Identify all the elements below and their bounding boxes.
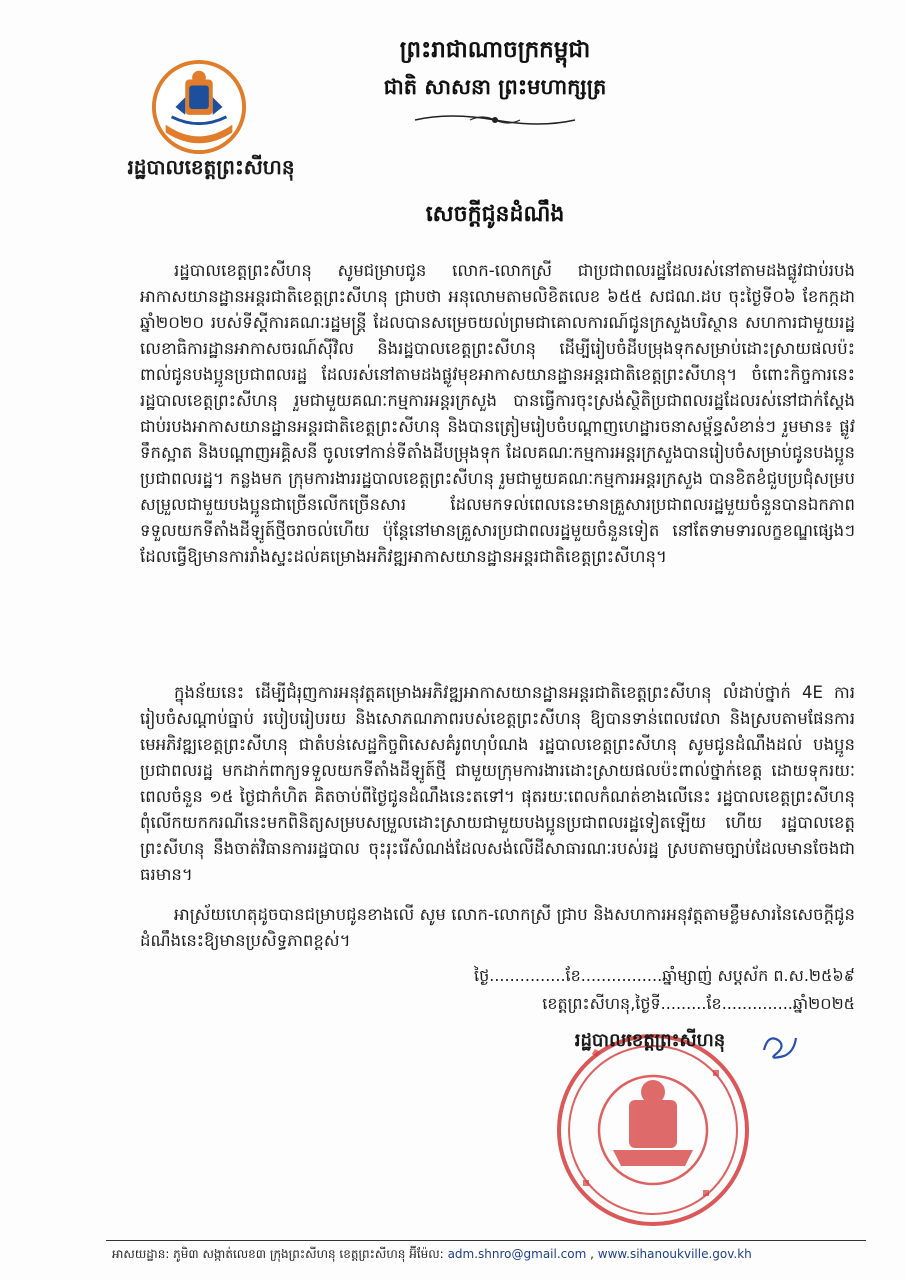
footer-email[interactable]: adm.shnro@gmail.com — [447, 1247, 587, 1261]
issuing-organization: រដ្ឋបាលខេត្តព្រះសីហនុ — [127, 155, 295, 179]
footer-divider — [106, 1240, 866, 1241]
signatory-name: រដ្ឋបាលខេត្តព្រះសីហនុ — [574, 1030, 726, 1051]
handwritten-signature-icon — [760, 1030, 800, 1064]
footer-website[interactable]: www.sihanoukville.gov.kh — [597, 1247, 752, 1261]
body-paragraph-1: រដ្ឋបាលខេត្តព្រះសីហនុ សូមជម្រាបជូន លោក-លោកស្រី ជាប្រជាពលរដ្ឋដែលរស់នៅតាមដងផ្លូវជាប់របងអាកាសយានដ្ឋានអន្តរជាតិខេត្តព្រះសីហនុ ជ្រាបថា អនុលោមតាមលិខិតលេខ ៦៥៥ សជណ.ដប ចុះថ្ងៃទី០៦ ខែកក្កដា ឆ្នាំ២០២០ របស់ទីស្តីការគណៈរដ្ឋមន្ត្រី ដែលបានសម្រេចយល់ព្រមជាគោលការណ៍ជូនក្រសួងបរិស្ថាន សហការជាមួយរដ្ឋលេខាធិការដ្ឋានអាកាសចរណ៍ស៊ីវិល និងរដ្ឋបាលខេត្តព្រះសីហនុ ដើម្បីរៀបចំដីបម្រុងទុកសម្រាប់ដោះស្រាយផលប៉ះពាល់ជូនបងប្អូនប្រជាពលរដ្ឋ ដែលរស់នៅតាមដងផ្លូវមុខអាកាសយានដ្ឋានអន្តរជាតិខេត្តព្រះសីហនុ។ ចំពោះកិច្ចការនេះ រដ្ឋបាលខេត្តព្រះសីហនុ រួមជាមួយគណៈកម្មការអន្តរក្រសួង បានធ្វើការចុះស្រង់ស្ថិតិប្រជាពលរដ្ឋដែលរស់នៅជាក់ស្តែងជាប់របងអាកាសយានដ្ឋានអន្តរជាតិខេត្តព្រះសីហនុ និងបានត្រៀមរៀបចំបណ្តាញហេដ្ឋារចនាសម្ព័ន្ធសំខាន់ៗ រួមមាន៖ ផ្លូវ ទឹកស្អាត និងបណ្តាញអគ្គិសនី ចូលទៅកាន់ទីតាំងដីបម្រុងទុក ដែលគណៈកម្មការអន្តរក្រសួងបានរៀបចំសម្រាប់ជូនបងប្អូនប្រជាពលរដ្ឋ។ កន្លងមក ក្រុមការងាររដ្ឋបាលខេត្តព្រះសីហនុ រួមជាមួយគណៈកម្មការអន្តរក្រសួង បានខិតខំជួបប្រជុំសម្របសម្រួលជាមួយបងប្អូនជាច្រើនលើកច្រើនសារ ដែលមកទល់ពេលនេះមានគ្រួសារប្រជាពលរដ្ឋមួយចំនួនបានឯកភាពទទួលយកទីតាំងដីឡូត៍ថ្មីចរាចល់ហើយ ប៉ុន្តែនៅមានគ្រួសារប្រជាពលរដ្ឋមួយចំនួនទៀត នៅតែទាមទារលក្ខខណ្ឌផ្សេងៗ ដែលធ្វើឱ្យមានការរាំងស្ទះដល់គម្រោងអភិវឌ្ឍអាកាសយានដ្ឋានអន្តរជាតិខេត្តព្រះសីហនុ។ — [140, 261, 855, 566]
footer-contact — [112, 1246, 872, 1264]
province-emblem-icon — [150, 58, 248, 156]
body-paragraph-3: អាស្រ័យហេតុដូចបានជម្រាបជូនខាងលើ សូម លោក-លោកស្រី ជ្រាប និងសហការអនុវត្តតាមខ្លឹមសារនៃសេចក្តីជូនដំណឹងនេះឱ្យមានប្រសិទ្ធភាពខ្ពស់។ — [140, 905, 855, 950]
lunar-date-line: ថ្ងៃ...............ខែ................ឆ្នាំម្សាញ់ សប្តស័ក ព.ស.២៥៦៩ — [474, 966, 855, 985]
solar-date-line: ខេត្តព្រះសីហនុ,ថ្ងៃទី.........ខែ..............ឆ្នាំ២០២៥ — [542, 994, 855, 1013]
national-motto: ជាតិ សាសនា ព្រះមហាក្សត្រ — [383, 74, 607, 99]
ornament-divider-icon — [410, 110, 580, 130]
document-title: សេចក្តីជូនដំណឹង — [425, 201, 565, 227]
footer-address: អាសយដ្ឋាន: ភូមិ៣ សង្កាត់លេខ៣ ក្រុងព្រះសីហនុ ខេត្តព្រះសីហនុ អ៊ីម៉ែល: — [112, 1247, 444, 1261]
footer-separator: , — [590, 1247, 594, 1261]
body-paragraph-2: ក្នុងន័យនេះ ដើម្បីជំរុញការអនុវត្តគម្រោងអភិវឌ្ឍអាកាសយានដ្ឋានអន្តរជាតិខេត្តព្រះសីហនុ លំដាប់ថ្នាក់ 4E ការរៀបចំសណ្តាប់ធ្នាប់ របៀបរៀបរយ និងសោភណភាពរបស់ខេត្តព្រះសីហនុ ឱ្យបានទាន់ពេលវេលា និងស្របតាមផែនការមេអភិវឌ្ឍខេត្តព្រះសីហនុ ជាតំបន់សេដ្ឋកិច្ចពិសេសគំរូពហុបំណង រដ្ឋបាលខេត្តព្រះសីហនុ សូមជូនដំណឹងដល់ បងប្អូនប្រជាពលរដ្ឋ មកដាក់ពាក្យទទួលយកទីតាំងដីឡូត៍ថ្មី ជាមួយក្រុមការងារដោះស្រាយផលប៉ះពាល់ថ្នាក់ខេត្ត ដោយទុករយៈពេលចំនួន ១៥ ថ្ងៃជាកំហិត គិតចាប់ពីថ្ងៃជូនដំណឹងនេះតទៅ។ ផុតរយៈពេលកំណត់ខាងលើនេះ រដ្ឋបាលខេត្តព្រះសីហនុ ពុំលើកយកករណីនេះមកពិនិត្យសម្របសម្រួលដោះស្រាយជាមួយបងប្អូនប្រជាពលរដ្ឋទៀតឡើយ ហើយ រដ្ឋបាលខេត្តព្រះសីហនុ នឹងចាត់វិធានការរដ្ឋបាល ចុះរុះរើសំណង់ដែលសង់លើដីសាធារណៈរបស់រដ្ឋ ស្របតាមច្បាប់ដែលមានចែងជាធរមាន។ — [140, 683, 855, 884]
kingdom-heading: ព្រះរាជាណាចក្រកម្ពុជា — [399, 36, 591, 63]
official-seal-icon — [553, 1030, 753, 1230]
